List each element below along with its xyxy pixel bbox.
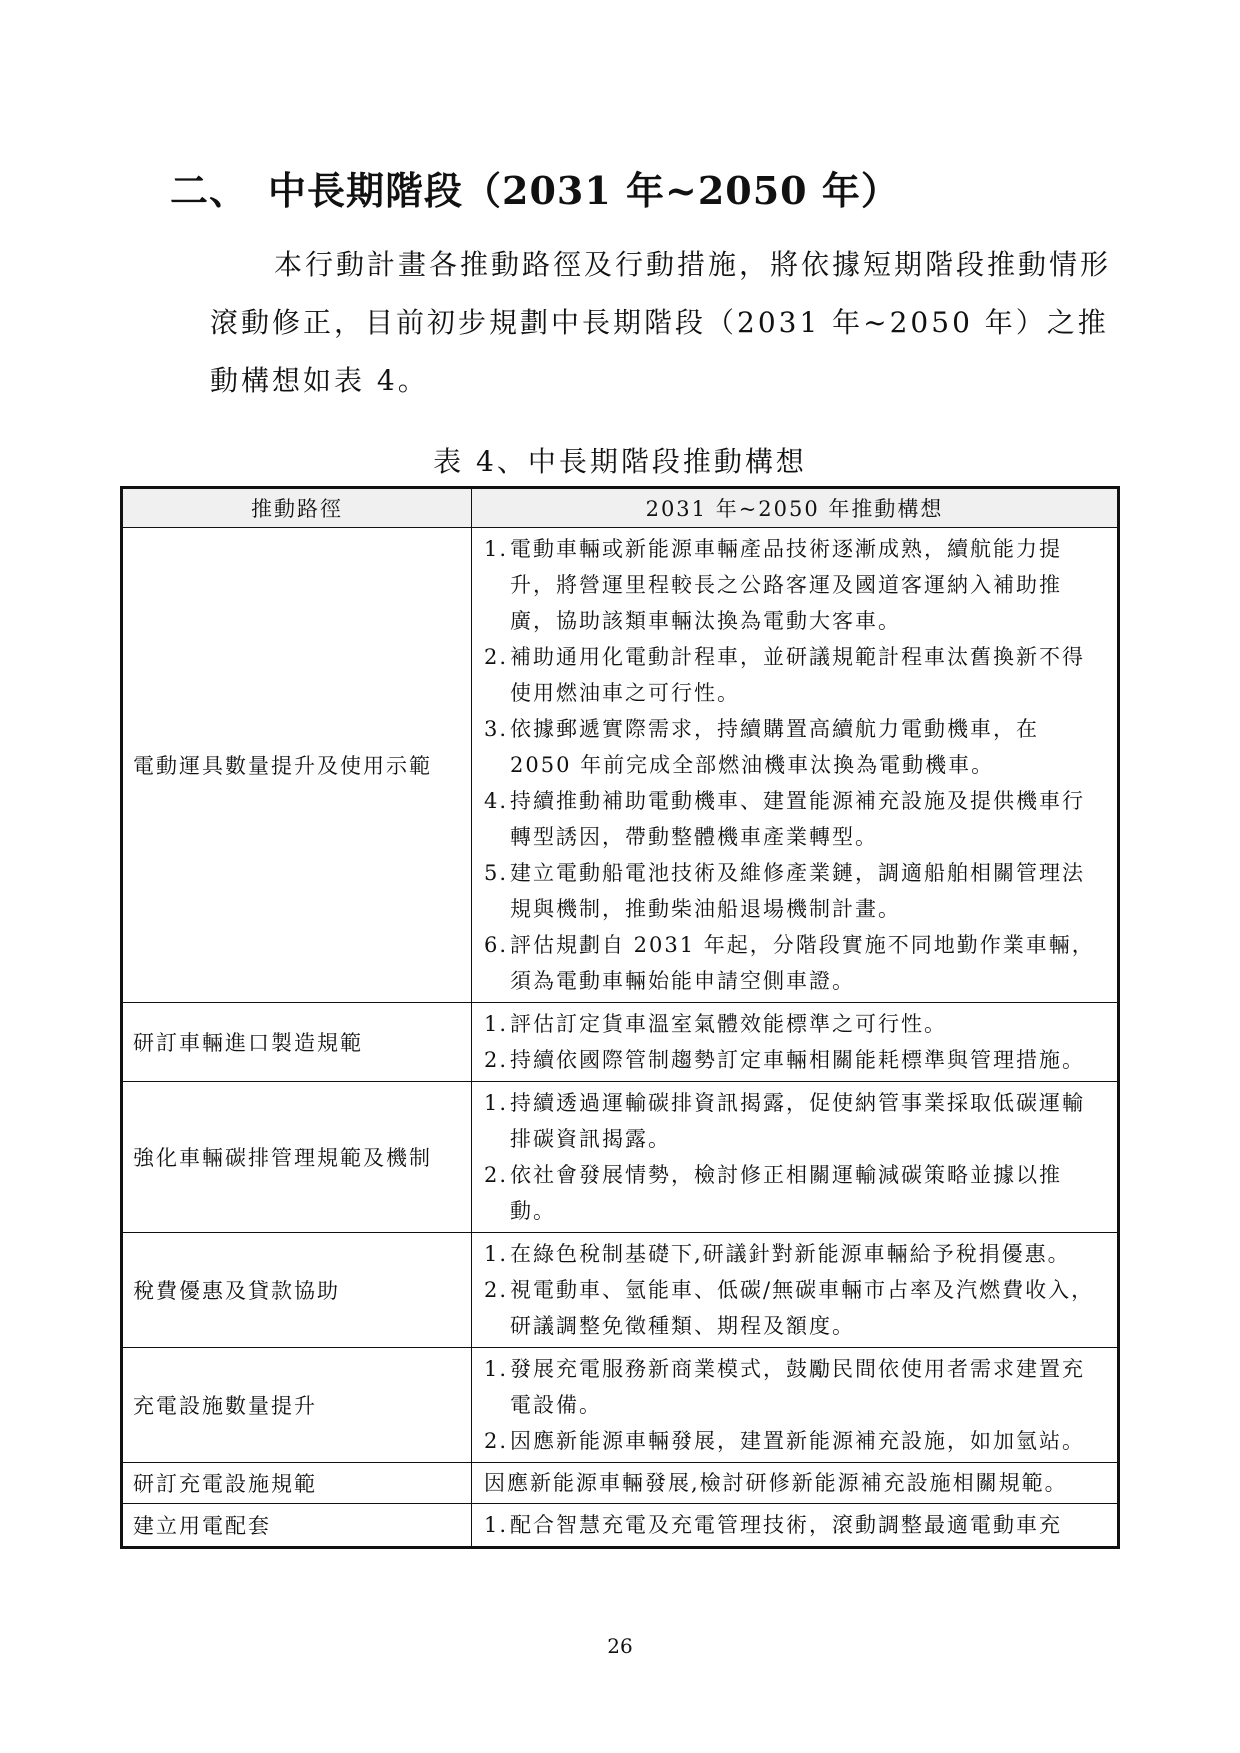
section-number: 二、 xyxy=(170,168,249,213)
measure-text: 因應新能源車輛發展,檢討研修新能源補充設施相關規範。 xyxy=(484,1471,1068,1495)
measure-item: 5. 建立電動船電池技術及維修產業鏈，調適船舶相關管理法規與機制，推動柴油船退場機制計畫。 xyxy=(484,855,1107,927)
measure-item: 2. 視電動車、氫能車、低碳/無碳車輛市占率及汽燃費收入，研議調整免徵種類、期程及額度。 xyxy=(484,1272,1107,1344)
page-number: 26 xyxy=(607,1634,633,1658)
table-row xyxy=(122,1003,1119,1082)
path-cell: 建立用電配套 xyxy=(122,1504,472,1548)
table-header-row xyxy=(122,488,1119,528)
measures-cell xyxy=(472,1348,1119,1463)
measures-cell xyxy=(472,1504,1119,1548)
measures-cell xyxy=(472,1463,1119,1504)
measures-cell xyxy=(472,528,1119,1003)
table-row xyxy=(122,1082,1119,1233)
measure-item: 6. 評估規劃自 2031 年起，分階段實施不同地勤作業車輛，須為電動車輛始能申請空側車證。 xyxy=(484,927,1107,999)
measure-item: 2. 補助通用化電動計程車，並研議規範計程車汰舊換新不得使用燃油車之可行性。 xyxy=(484,639,1107,711)
table-row xyxy=(122,1463,1119,1504)
section-heading xyxy=(170,160,900,215)
measure-item: 1. 電動車輛或新能源車輛產品技術逐漸成熟，續航能力提升，將營運里程較長之公路客運及國道客運納入補助推廣，協助該類車輛汰換為電動大客車。 xyxy=(484,531,1107,639)
path-cell: 研訂車輛進口製造規範 xyxy=(122,1003,472,1082)
table-row xyxy=(122,528,1119,1003)
measure-item: 2. 因應新能源車輛發展，建置新能源補充設施，如加氫站。 xyxy=(484,1423,1107,1459)
intro-text: 本行動計畫各推動路徑及行動措施，將依據短期階段推動情形滾動修正，目前初步規劃中長期階段（2031 年~2050 年）之推動構想如表 4。 xyxy=(210,248,1112,397)
table-row xyxy=(122,1348,1119,1463)
intro-paragraph xyxy=(210,236,1122,410)
path-cell: 稅費優惠及貸款協助 xyxy=(122,1233,472,1348)
measures-cell xyxy=(472,1233,1119,1348)
measure-item: 1. 配合智慧充電及充電管理技術，滾動調整最適電動車充 xyxy=(484,1507,1107,1543)
table-row xyxy=(122,1233,1119,1348)
column-header-measures: 2031 年~2050 年推動構想 xyxy=(472,488,1119,528)
path-cell: 充電設施數量提升 xyxy=(122,1348,472,1463)
measure-item: 3. 依據郵遞實際需求，持續購置高續航力電動機車，在 2050 年前完成全部燃油機車汰換為電動機車。 xyxy=(484,711,1107,783)
plan-table xyxy=(120,486,1120,1549)
path-cell: 強化車輛碳排管理規範及機制 xyxy=(122,1082,472,1233)
measure-item: 1. 發展充電服務新商業模式，鼓勵民間依使用者需求建置充電設備。 xyxy=(484,1351,1107,1423)
measure-item: 1. 評估訂定貨車溫室氣體效能標準之可行性。 xyxy=(484,1006,1107,1042)
measures-cell xyxy=(472,1003,1119,1082)
measure-item: 2. 持續依國際管制趨勢訂定車輛相關能耗標準與管理措施。 xyxy=(484,1042,1107,1078)
measure-item: 1. 持續透過運輸碳排資訊揭露，促使納管事業採取低碳運輸排碳資訊揭露。 xyxy=(484,1085,1107,1157)
measure-item: 4. 持續推動補助電動機車、建置能源補充設施及提供機車行轉型誘因，帶動整體機車產業轉型。 xyxy=(484,783,1107,855)
column-header-path: 推動路徑 xyxy=(122,488,472,528)
measure-item: 1. 在綠色稅制基礎下,研議針對新能源車輛給予稅捐優惠。 xyxy=(484,1236,1107,1272)
measure-item: 2. 依社會發展情勢，檢討修正相關運輸減碳策略並據以推動。 xyxy=(484,1157,1107,1229)
table-row xyxy=(122,1504,1119,1548)
table-caption: 表 4、中長期階段推動構想 xyxy=(433,445,807,478)
path-cell: 研訂充電設施規範 xyxy=(122,1463,472,1504)
path-cell: 電動運具數量提升及使用示範 xyxy=(122,528,472,1003)
measures-cell xyxy=(472,1082,1119,1233)
section-title: 中長期階段（2031 年~2050 年） xyxy=(268,168,900,213)
